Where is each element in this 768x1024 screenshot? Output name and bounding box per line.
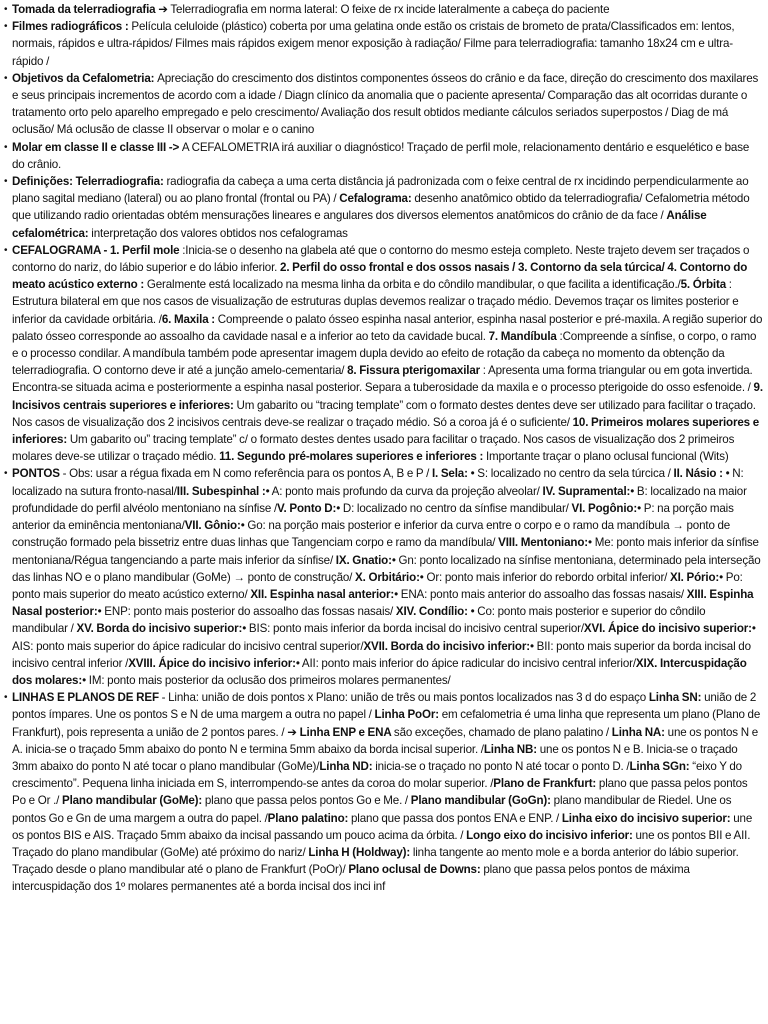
bold-term: Tomada da telerradiografia: [12, 3, 159, 16]
bold-term: Plano de Frankfurt:: [493, 777, 599, 791]
note-text: interpretação dos valores obtidos nos cefalogramas: [91, 226, 348, 240]
note-text: inicia-se o traçado no ponto N até tocar o ponto D. /: [375, 759, 630, 773]
bullet-icon: •: [4, 72, 8, 84]
bold-term: Análise cefalométrica:: [12, 209, 707, 240]
note-text: - Obs: usar a régua fixada em N como referência para os pontos A, B e P /: [62, 467, 432, 481]
bold-term: 2. Perfil do osso frontal e dos ossos nasais / 3. Contorno da sela túrcica/ 4. Contorno do meato acústico externo :: [12, 261, 748, 292]
note-text: plano que passa pelos pontos Go e Me. /: [204, 794, 411, 808]
bold-term: XII. Espinha nasal anterior:: [250, 587, 395, 601]
note-text: linha tangente ao mento mole e a borda anterior do lábio superior. Traçado desde o plano mandibular até o plano de Frankfurt (PoOr)/: [12, 845, 739, 877]
note-text: união de 2 pontos ímpares. Une os pontos S e N de uma margem a outra no papel /: [12, 691, 757, 722]
bold-term: Linha eixo do incisivo superior:: [561, 811, 734, 825]
note-text: une os pontos BIS e AIS. Traçado 5mm abaixo da incisal passando um pouco acima da órbita. /: [12, 811, 753, 842]
note-text: Apreciação do crescimento dos distintos componentes ósseos do crânio e da face, direção do crescimento dos maxilares e seus principais incrementos de acordo com a idade / Diagn clínico da anomalia que o paciente apresenta/ Comparação das alt ocorridas durante o tratamento orto pelo aparelho empregado e pelo crescimento/ Avaliação dos result obtidos mediante cálculos seriados superpostos / Diag de má oclusão/ Má oclusão de classe II observar o molar e o canino: [12, 71, 759, 137]
note-body: [12, 141, 749, 171]
note-text: Um gabarito ou “tracing template” com o formato destes dentes deve ser utilizado para facilitar o traçado. Nos casos de visualização dos 2 incisivos centrais deve-se realizar o traçado médio. Só a coroa já é o suficiente/: [12, 398, 756, 429]
bold-term: I. Sela:: [431, 467, 471, 481]
bold-term: VI. Pogônio:: [571, 501, 638, 515]
note-text: ➔ Telerradiografia em norma lateral: O feixe de rx incide lateralmente a cabeça do paciente: [158, 3, 610, 16]
note-body: [12, 244, 763, 463]
note-text: • Me: ponto mais inferior da sínfise mentoniana/Régua tangenciando a parte mais inferior da sínfise/: [12, 536, 759, 567]
note-text: “eixo Y do crescimento”. Pequena linha iniciada em S, interrompendo-se antes da coroa do molar superior. /: [12, 759, 742, 791]
note-text: • AIS: ponto mais superior do ápice radicular do incisivo central superior/: [12, 622, 756, 653]
note-text: A CEFALOMETRIA irá auxiliar o diagnóstico! Traçado de perfil mole, relacionamento dentário e esquelético e base do crânio.: [12, 140, 750, 171]
bold-term: XVIII. Ápice do incisivo inferior:: [128, 656, 296, 670]
bold-term: Plano mandibular (GoGn):: [410, 794, 554, 808]
bold-term: LINHAS E PLANOS DE REF: [12, 691, 162, 705]
bold-term: Linha PoOr:: [374, 708, 442, 722]
bold-term: III. Subespinhal :: [176, 484, 266, 498]
bold-term: Linha NA:: [611, 725, 668, 739]
bold-term: Filmes radiográficos :: [12, 20, 132, 34]
bold-term: II. Násio :: [673, 467, 726, 481]
bold-term: Plano mandibular (GoMe):: [61, 794, 205, 808]
bold-term: V. Ponto D:: [277, 501, 337, 515]
note-text: • P: na porção mais anterior da eminência mentoniana/: [12, 501, 734, 533]
bold-term: XIX. Intercuspidação dos molares:: [12, 656, 747, 687]
note-linhas-planos: [4, 689, 764, 895]
note-molar-classe: [4, 139, 764, 173]
note-text: une os pontos N e A. inicia-se o traçado 5mm abaixo do ponto N e termina 5mm abaixo da borda incisal superior. /: [12, 725, 758, 756]
bold-term: XIV. Condílio:: [395, 605, 471, 619]
note-text: Compreende o palato ósseo espinha nasal anterior, espinha nasal posterior e pré-maxila. A região superior do palato ósseo corresponde ao assoalho da cavidade nasal e a inferior ao teto da cavidade bucal.: [12, 312, 763, 343]
bold-term: VII. Gônio:: [184, 519, 241, 533]
note-text: • Go: na porção mais posterior e inferior da curva entre o corpo e o ramo da mandíbula → ponto de construção formado pela bissetriz entre duas linhas que Tangenciam corpo e ramo da mandíbula/: [12, 519, 731, 550]
note-text: são exceções, chamado de plano palatino /: [393, 725, 612, 739]
note-text: plano que passa pelos pontos de máxima intercuspidação dos 1º molares permanentes até a borda incisal dos inci inf: [12, 863, 690, 894]
bold-term: Linha ND:: [319, 759, 376, 773]
bold-term: XIII. Espinha Nasal posterior:: [12, 587, 754, 619]
note-text: • ENP: ponto mais posterior do assoalho das fossas nasais/: [97, 605, 396, 619]
bold-term: Plano oclusal de Downs:: [348, 863, 484, 877]
note-filmes-radiograficos: [4, 18, 764, 70]
note-body: [12, 175, 750, 240]
note-text: - Linha: união de dois pontos x Plano: união de três ou mais pontos localizados nas 3 d do espaço: [161, 691, 649, 705]
bullet-icon: •: [4, 692, 8, 704]
bold-term: X. Orbitário:: [355, 570, 420, 584]
bold-term: Plano palatino:: [267, 811, 351, 825]
note-body: [12, 20, 735, 67]
note-text: desenho anatômico obtido da telerradiografia/ Cefalometria método que utilizando radio orientadas obtém mensurações lineares e angulares dos diversos elementos anatômicos do crânio de da face /: [12, 192, 750, 223]
bold-term: Definições: Telerradiografia:: [12, 175, 167, 189]
bold-term: Linha SN:: [648, 691, 705, 705]
note-text: radiografia da cabeça a uma certa distância já padronizada com o feixe central de rx incidindo perpendicularmente ao plano sagital mediano (lateral) ou ao plano frontal (frontal ou PA) /: [12, 175, 749, 206]
note-text: em cefalometria é uma linha que representa um plano (Plano de Frankfurt), pois representa a união de 2 pontos pares. /: [12, 708, 761, 739]
bold-term: XVI. Ápice do incisivo superior:: [583, 622, 752, 636]
bullet-icon: •: [4, 4, 8, 15]
note-text: • D: localizado no centro da sínfise mandibular/: [336, 501, 572, 515]
note-cefalograma: [4, 242, 764, 466]
note-text: Película celuloide (plástico) coberta por uma gelatina onde estão os cristais de brometo de prata/Classificados em: lentos, normais, rápidos e ultra-rápidos/ Filmes mais rápidos exigem menor exposição à radiação/ Filme para telerradiografia: tamanho 18x24 cm e ultra-rápido /: [12, 20, 735, 68]
notes-list: [4, 1, 764, 896]
bold-term: 8. Fissura pterigomaxilar: [347, 364, 483, 378]
note-text: : Apresenta uma forma triangular ou em gota invertida. Encontra-se situada acima e posteriormente a espinha nasal posterior. Separa a tuberosidade da maxila e o processo pterigoide do osso esfenoide. /: [12, 364, 754, 395]
bold-term: 5. Órbita: [680, 278, 729, 292]
note-text: Geralmente está localizado na mesma linha da orbita e do côndilo mandibular, o que facilita a identificação./: [146, 278, 681, 292]
bullet-icon: •: [4, 141, 8, 153]
bold-term: XVII. Borda do incisivo inferior:: [363, 639, 530, 653]
bold-term: Linha NB:: [483, 742, 540, 756]
note-body: [12, 72, 758, 137]
bold-term: XI. Pório:: [670, 570, 720, 584]
bold-term: 6. Maxila :: [161, 312, 218, 326]
bold-term: XV. Borda do incisivo superior:: [76, 622, 243, 636]
note-text: une os pontos BII e AII. Traçado do plano mandibular (GoMe) até próximo do nariz/: [12, 828, 751, 859]
note-text: Importante traçar o plano oclusal funcional (Wits): [485, 450, 729, 464]
bold-term: 9. Incisivos centrais superiores e inferiores:: [12, 381, 763, 412]
bold-term: Linha H (Holdway):: [308, 845, 413, 859]
note-text: plano que passa pelos pontos Po e Or ./: [12, 777, 748, 808]
bold-term: 11. Segundo pré-molares superiores e inferiores :: [219, 450, 486, 464]
note-text: • N: localizado na sutura fronto-nasal/: [12, 467, 744, 498]
bold-term: CEFALOGRAMA - 1. Perfil mole: [12, 243, 183, 257]
note-text: • A: ponto mais profundo da curva da projeção alveolar/: [265, 484, 543, 498]
note-text: • BII: ponto mais superior da borda incisal do incisivo central inferior /: [12, 639, 751, 670]
note-text: Um gabarito ou” tracing template” c/ o formato destes dentes usado para facilitar o traçado. Nos casos de visualização dos 2 primeiros molares deve-se utilizar o traçado médio.: [12, 433, 735, 464]
note-text: • BIS: ponto mais inferior da borda incisal do incisivo central superior/: [242, 622, 584, 636]
bullet-icon: •: [4, 244, 8, 256]
note-text: plano que passa dos pontos ENA e ENP. /: [351, 811, 562, 825]
note-text: • Gn: ponto localizado na sínfise mentoniana, determinado pela interseção das linhas NO e o plano mandibular (GoMe) → ponto de construção/: [12, 553, 761, 584]
bullet-icon: •: [4, 176, 8, 188]
bold-term: Molar em classe II e classe III ->: [12, 140, 182, 154]
bold-term: PONTOS: [12, 467, 63, 481]
bullet-icon: •: [4, 468, 8, 480]
note-telerradiografia: [4, 1, 764, 18]
note-pontos: [4, 465, 764, 689]
bold-term: 7. Mandíbula: [488, 329, 560, 343]
note-text: • ENA: ponto mais anterior do assoalho das fossas nasais/: [394, 587, 687, 601]
bold-term: ➔ Linha ENP e ENA: [287, 725, 394, 739]
bold-term: Objetivos da Cefalometria:: [12, 71, 158, 85]
note-text: • B: localizado na maior profundidade do perfil alvéolo mentoniano na sínfise /: [12, 484, 747, 515]
note-text: • S: localizado no centro da sela túrcica /: [470, 467, 674, 481]
bullet-icon: •: [4, 21, 8, 33]
note-body: [12, 467, 761, 686]
note-text: :Inicia-se o desenho na glabela até que o contorno do mesmo esteja completo. Neste trajeto devem ser traçados o contorno do nariz, do lábio superior e do lábio inferior.: [12, 243, 750, 275]
note-text: : Estrutura bilateral em que nos casos de visualização de estruturas duplas devemos realizar o traçado médio. Devemos traçar os limites posterior e inferior da cavidade orbitária. /: [12, 278, 739, 326]
note-text: • Co: ponto mais posterior e superior do côndilo mandibular /: [12, 605, 706, 636]
note-text: • AII: ponto mais inferior do ápice radicular do incisivo central inferior/: [295, 656, 636, 670]
bold-term: Cefalograma:: [339, 192, 415, 206]
note-text: une os pontos N e B. Inicia-se o traçado 3mm abaixo do ponto N até tocar o plano mandibular (GoMe)/: [12, 742, 738, 773]
note-text: plano mandibular de Riedel. Une os pontos Go e Gn de uma margem a outra do papel. /: [12, 794, 732, 825]
bold-term: IX. Gnatio:: [335, 553, 392, 567]
bold-term: 10. Primeiros molares superiores e inferiores:: [12, 415, 759, 447]
bold-term: Linha SGn:: [629, 759, 693, 773]
note-body: [12, 691, 760, 893]
note-text: • Po: ponto mais superior do meato acústico externo/: [12, 570, 743, 601]
note-text: :Compreende a sínfise, o corpo, o ramo e o processo condilar. A mandíbula também pode apresentar imagem dupla devido ao efeito de rotação da cabeça no momento da obtenção da telerradiografia. O contorno deve ir até a junção amelo-cementaria/: [12, 329, 757, 378]
note-definicoes: [4, 173, 764, 242]
note-objetivos-cefalometria: [4, 70, 764, 139]
bold-term: Longo eixo do incisivo inferior:: [466, 828, 636, 842]
note-text: • Or: ponto mais inferior do rebordo orbital inferior/: [419, 570, 671, 584]
note-body: [12, 3, 609, 16]
bold-term: IV. Supramental:: [542, 484, 631, 498]
note-text: • IM: ponto mais posterior da oclusão dos primeiros molares permanentes/: [82, 673, 451, 687]
bold-term: VIII. Mentoniano:: [498, 536, 589, 550]
